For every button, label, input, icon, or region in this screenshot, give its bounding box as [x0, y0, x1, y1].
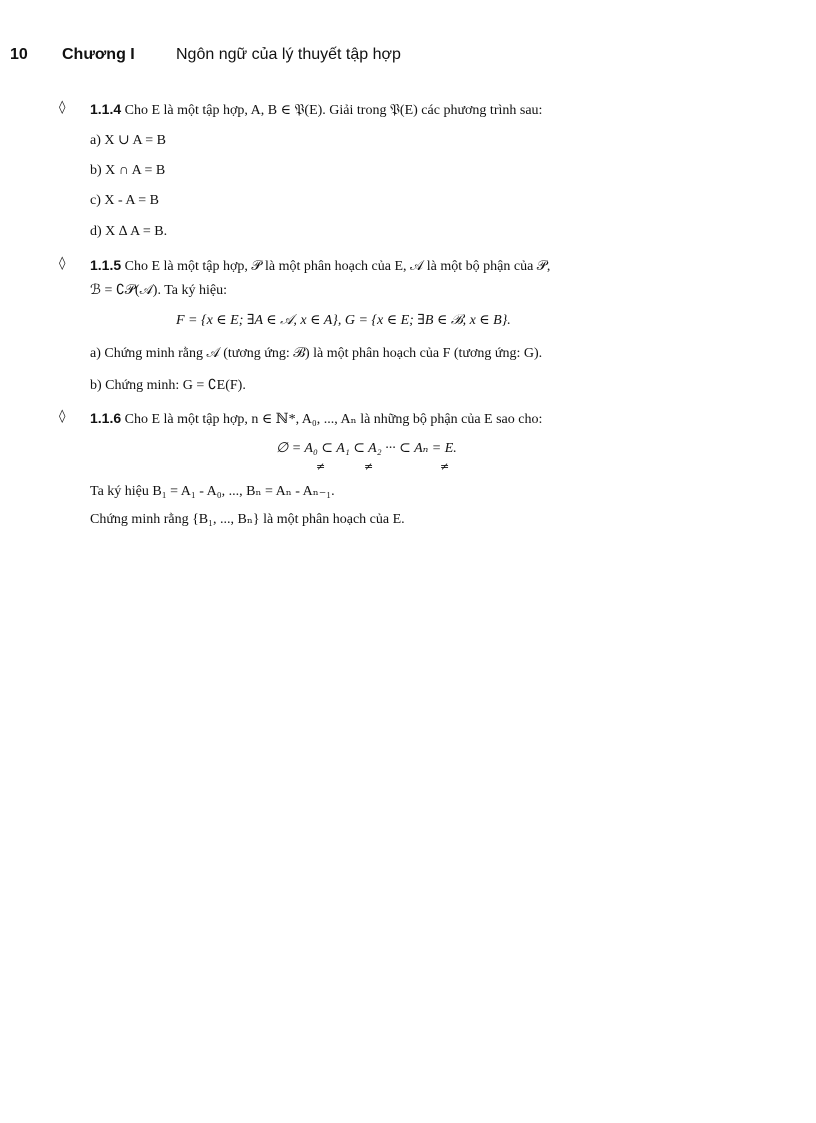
exercise-item: a) Chứng minh rằng 𝒜 (tương ứng: ℬ) là một phân hoạch của F (tương ứng: G).	[90, 346, 543, 361]
exercise-statement	[90, 410, 542, 428]
exercise-number: 1.1.6	[90, 410, 122, 426]
page-header	[0, 46, 816, 70]
set-definition-formula: F = {x ∈ E; ∃A ∈ 𝒜, x ∈ A}, G = {x ∈ E; ∃B ∈ ℬ, x ∈ B}.	[176, 313, 511, 328]
exercise-item: d) X ∆ A = B.	[90, 224, 168, 239]
not-equal-mark: ≠	[440, 460, 450, 473]
exercise-text: Cho E là một tập hợp, 𝒫 là một phân hoạch của E, 𝒜 là một bộ phận của 𝒫,	[121, 259, 551, 274]
exercise-text-continued: Chứng minh rằng {B₁, ..., Bₙ} là một phân hoạch của E.	[90, 512, 405, 527]
exercise-text: Cho E là một tập hợp, n ∈ ℕ*, A₀, ..., Aₙ là những bộ phận của E sao cho:	[121, 412, 543, 427]
exercise-item: b) Chứng minh: G = ∁E(F).	[90, 378, 246, 393]
exercise-item: c) X - A = B	[90, 193, 159, 208]
exercise-item: a) X ∪ A = B	[90, 133, 167, 148]
exercise-text-continued: ℬ = ∁𝒫(𝒜). Ta ký hiệu:	[90, 283, 227, 298]
exercise-number: 1.1.4	[90, 101, 122, 117]
chain-formula: ∅ = A₀ ⊂ A₁ ⊂ A₂ ··· ⊂ Aₙ = E.	[276, 441, 457, 456]
diamond-icon: ◊	[59, 256, 66, 271]
exercise-statement	[90, 101, 542, 119]
not-equal-mark: ≠	[316, 460, 326, 473]
not-equal-mark: ≠	[364, 460, 374, 473]
exercise-text: Cho E là một tập hợp, A, B ∈ 𝔓(E). Giải trong 𝔓(E) các phương trình sau:	[121, 103, 543, 118]
exercise-statement	[90, 257, 550, 275]
exercise-item: b) X ∩ A = B	[90, 163, 166, 178]
diamond-icon: ◊	[59, 409, 66, 424]
page-number: 10	[10, 46, 28, 63]
chapter-label: Chương I	[62, 46, 135, 63]
exercise-number: 1.1.5	[90, 257, 122, 273]
exercise-text-continued: Ta ký hiệu B₁ = A₁ - A₀, ..., Bₙ = Aₙ - Aₙ₋₁.	[90, 484, 335, 499]
diamond-icon: ◊	[59, 100, 66, 115]
chapter-title: Ngôn ngữ của lý thuyết tập hợp	[176, 46, 401, 63]
